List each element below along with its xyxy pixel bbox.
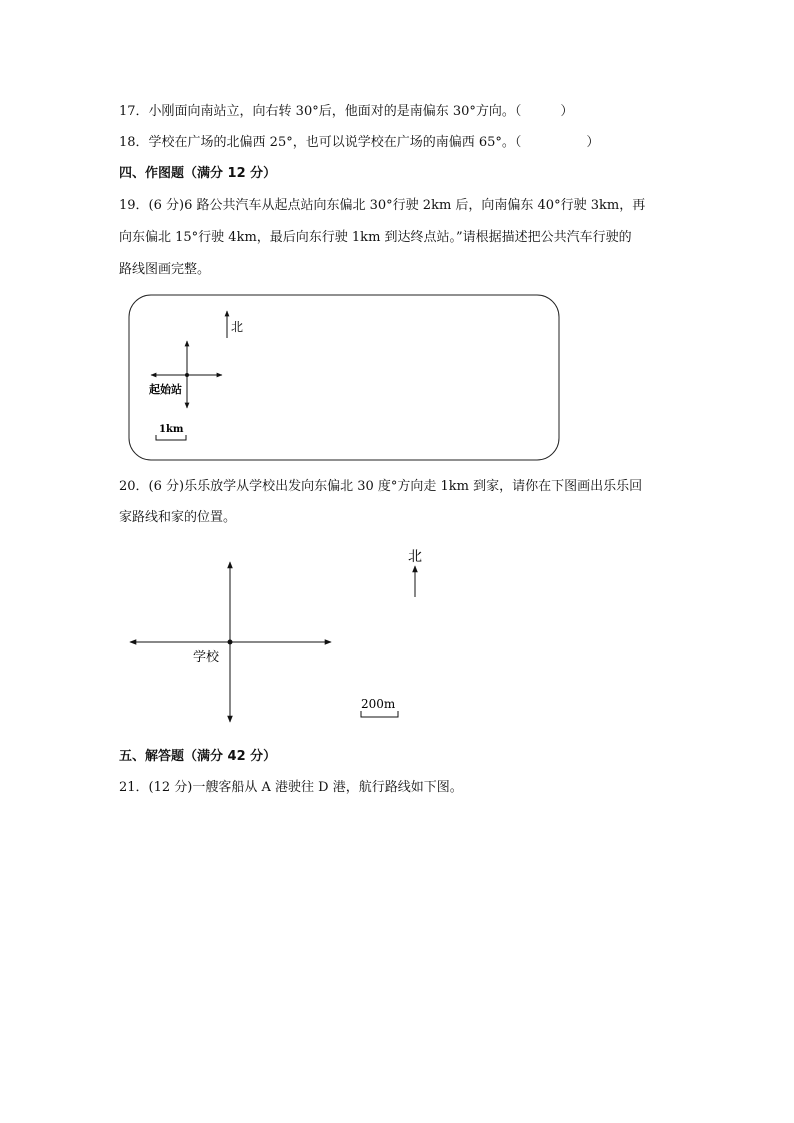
scale-bar bbox=[156, 435, 186, 440]
north-label: 北 bbox=[231, 320, 244, 334]
north-label-20: 北 bbox=[408, 549, 422, 565]
question-19-line-3: 路线图画完整。 bbox=[119, 262, 211, 277]
question-19-line-1: 19．(6 分)6 路公共汽车从起点站向东偏北 30°行驶 2km 后，向南偏东 40°行驶 3km，再 bbox=[119, 198, 646, 213]
school-label: 学校 bbox=[193, 650, 220, 665]
start-point bbox=[185, 373, 189, 377]
question-20-line-2: 家路线和家的位置。 bbox=[119, 510, 237, 525]
scale-label-20: 200m bbox=[361, 697, 396, 711]
scale-label: 1km bbox=[159, 424, 184, 435]
question-17: 17．小刚面向南站立，向右转 30°后，他面对的是南偏东 30°方向。（ ） bbox=[119, 104, 574, 119]
figure-19-frame bbox=[129, 295, 559, 460]
question-21: 21．(12 分)一艘客船从 A 港驶往 D 港，航行路线如下图。 bbox=[119, 780, 463, 795]
question-18: 18．学校在广场的北偏西 25°，也可以说学校在广场的南偏西 65°。（ ） bbox=[119, 135, 600, 150]
question-19-line-2: 向东偏北 15°行驶 4km，最后向东行驶 1km 到达终点站。”请根据描述把公共汽车行驶的 bbox=[119, 230, 632, 245]
section-4-title: 四、作图题（满分 12 分） bbox=[119, 166, 277, 181]
start-label: 起始站 bbox=[149, 383, 182, 396]
section-5-title: 五、解答题（满分 42 分） bbox=[119, 749, 277, 764]
question-20-line-1: 20．(6 分)乐乐放学从学校出发向东偏北 30 度°方向走 1km 到家，请你在下图画出乐乐回 bbox=[119, 479, 643, 494]
